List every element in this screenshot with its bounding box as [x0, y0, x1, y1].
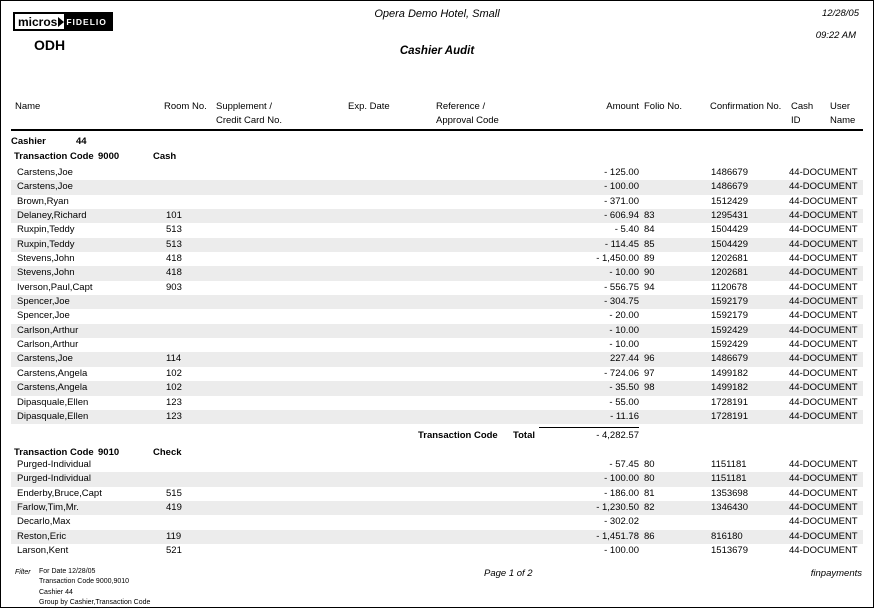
folio-number: 86 — [644, 530, 655, 542]
table-row — [11, 501, 863, 515]
confirmation-number: 816180 — [711, 530, 743, 542]
folio-number: 97 — [644, 367, 655, 379]
report-time: 09:22 AM — [815, 30, 856, 41]
total-label: Total — [513, 430, 535, 441]
amount: - 100.00 — [604, 181, 639, 193]
room-number: 123 — [166, 410, 182, 422]
guest-name: Spencer,Joe — [17, 310, 70, 322]
room-number: 101 — [166, 210, 182, 222]
room-number: 418 — [166, 253, 182, 265]
table-row — [11, 209, 863, 223]
table-row — [11, 367, 863, 381]
cash-id-user-name: 44-DOCUMENT — [789, 181, 858, 193]
room-number: 513 — [166, 224, 182, 236]
transaction-code-label: Transaction Code — [14, 447, 94, 458]
col-exp-date: Exp. Date — [348, 101, 390, 112]
amount: - 371.00 — [604, 195, 639, 207]
room-number: 521 — [166, 545, 182, 557]
transaction-code-name: Check — [153, 447, 182, 458]
cashier-label: Cashier — [11, 136, 46, 147]
logo-fidelio-text: FIDELIO — [64, 14, 111, 29]
confirmation-number: 1592179 — [711, 310, 748, 322]
transaction-rows-9010 — [11, 458, 863, 558]
col-cash-id: ID — [791, 115, 801, 126]
guest-name: Dipasquale,Ellen — [17, 396, 89, 408]
total-amount: - 4,282.57 — [539, 427, 639, 441]
room-number: 513 — [166, 238, 182, 250]
cash-id-user-name: 44-DOCUMENT — [789, 267, 858, 279]
amount: - 20.00 — [609, 310, 639, 322]
col-room: Room No. — [164, 101, 207, 112]
guest-name: Carlson,Arthur — [17, 339, 79, 351]
folio-number: 84 — [644, 224, 655, 236]
table-row — [11, 515, 863, 529]
transaction-code-label: Transaction Code — [14, 151, 94, 162]
confirmation-number: 1499182 — [711, 367, 748, 379]
guest-name: Iverson,Paul,Capt — [17, 281, 93, 293]
cash-id-user-name: 44-DOCUMENT — [789, 210, 858, 222]
col-amount: Amount — [606, 101, 639, 112]
table-row — [11, 252, 863, 266]
transaction-code-value: 9010 — [98, 447, 120, 458]
confirmation-number: 1513679 — [711, 545, 748, 557]
header-divider — [11, 129, 863, 131]
amount: - 5.40 — [614, 224, 639, 236]
confirmation-number: 1202681 — [711, 253, 748, 265]
cash-id-user-name: 44-DOCUMENT — [789, 167, 858, 178]
transaction-code-name: Cash — [153, 151, 177, 162]
confirmation-number: 1353698 — [711, 487, 748, 499]
folio-number: 80 — [644, 459, 655, 470]
folio-number: 83 — [644, 210, 655, 222]
table-row — [11, 166, 863, 180]
col-confirmation: Confirmation No. — [710, 101, 782, 112]
section-header-9000 — [1, 151, 874, 164]
guest-name: Farlow,Tim,Mr. — [17, 502, 79, 514]
confirmation-number: 1151181 — [711, 459, 747, 470]
confirmation-number: 1486679 — [711, 353, 748, 365]
guest-name: Reston,Eric — [17, 530, 67, 542]
amount: - 57.45 — [609, 459, 639, 470]
guest-name: Purged-Individual — [17, 473, 91, 485]
col-folio: Folio No. — [644, 101, 683, 112]
amount: - 114.45 — [604, 238, 639, 250]
amount: - 556.75 — [604, 281, 639, 293]
amount: - 100.00 — [604, 473, 639, 485]
guest-name: Spencer,Joe — [17, 296, 70, 308]
cash-id-user-name: 44-DOCUMENT — [789, 473, 858, 485]
guest-name: Stevens,John — [17, 253, 75, 265]
guest-name: Delaney,Richard — [17, 210, 87, 222]
table-row — [11, 238, 863, 252]
table-row — [11, 324, 863, 338]
room-number: 114 — [166, 353, 182, 365]
guest-name: Stevens,John — [17, 267, 75, 279]
amount: - 1,451.78 — [596, 530, 639, 542]
amount: - 186.00 — [604, 487, 639, 499]
guest-name: Dipasquale,Ellen — [17, 410, 89, 422]
confirmation-number: 1592179 — [711, 296, 748, 308]
confirmation-number: 1151181 — [711, 473, 747, 485]
folio-number: 96 — [644, 353, 655, 365]
amount: - 302.02 — [604, 516, 639, 528]
filter-line: Transaction Code 9000,9010 — [39, 578, 130, 586]
amount: - 10.00 — [609, 267, 639, 279]
filter-label: Filter — [15, 569, 31, 576]
room-number: 119 — [166, 530, 182, 542]
transaction-total-row — [1, 427, 874, 445]
guest-name: Carstens,Joe — [17, 181, 73, 193]
folio-number: 85 — [644, 238, 655, 250]
cash-id-user-name: 44-DOCUMENT — [789, 296, 858, 308]
confirmation-number: 1499182 — [711, 382, 748, 394]
room-number: 123 — [166, 396, 182, 408]
amount: - 1,450.00 — [596, 253, 639, 265]
filter-line: Cashier 44 — [39, 588, 73, 596]
cash-id-user-name: 44-DOCUMENT — [789, 410, 858, 422]
cash-id-user-name: 44-DOCUMENT — [789, 353, 858, 365]
room-number: 515 — [166, 487, 182, 499]
cash-id-user-name: 44-DOCUMENT — [789, 339, 858, 351]
room-number: 419 — [166, 502, 182, 514]
amount: - 10.00 — [609, 339, 639, 351]
room-number: 102 — [166, 367, 182, 379]
table-row — [11, 487, 863, 501]
cash-id-user-name: 44-DOCUMENT — [789, 324, 858, 336]
cashier-number: 44 — [76, 136, 87, 147]
report-date: 12/28/05 — [822, 8, 859, 19]
table-row — [11, 530, 863, 544]
amount: - 1,230.50 — [596, 502, 639, 514]
guest-name: Enderby,Bruce,Capt — [17, 487, 102, 499]
amount: - 100.00 — [604, 545, 639, 557]
filter-line: Group by Cashier,Transaction Code — [39, 598, 151, 606]
confirmation-number: 1295431 — [711, 210, 748, 222]
amount: - 11.16 — [610, 410, 639, 422]
col-user: User — [830, 101, 851, 112]
logo-micros-text: micros — [15, 14, 58, 29]
table-row — [11, 266, 863, 280]
amount: - 304.75 — [604, 296, 639, 308]
confirmation-number: 1486679 — [711, 167, 748, 178]
column-headers — [1, 101, 874, 131]
table-row — [11, 309, 863, 323]
cash-id-user-name: 44-DOCUMENT — [789, 530, 858, 542]
confirmation-number: 1486679 — [711, 181, 748, 193]
cash-id-user-name: 44-DOCUMENT — [789, 195, 858, 207]
col-name: Name — [15, 101, 41, 112]
guest-name: Ruxpin,Teddy — [17, 224, 75, 236]
cashier-group-header — [1, 136, 874, 149]
table-row — [11, 352, 863, 366]
col-cash: Cash — [791, 101, 814, 112]
cash-id-user-name: 44-DOCUMENT — [789, 224, 858, 236]
cash-id-user-name: 44-DOCUMENT — [789, 367, 858, 379]
hotel-name: Opera Demo Hotel, Small — [374, 8, 500, 20]
cash-id-user-name: 44-DOCUMENT — [789, 487, 858, 499]
col-credit-card: Credit Card No. — [216, 115, 282, 126]
confirmation-number: 1728191 — [711, 396, 748, 408]
amount: - 35.50 — [609, 382, 639, 394]
table-row — [11, 180, 863, 194]
filter-line: For Date 12/28/05 — [39, 568, 96, 575]
amount: - 724.06 — [604, 367, 639, 379]
guest-name: Decarlo,Max — [17, 516, 71, 528]
confirmation-number: 1202681 — [711, 267, 748, 279]
amount: - 55.00 — [609, 396, 639, 408]
room-number: 102 — [166, 382, 182, 394]
table-row — [11, 338, 863, 352]
guest-name: Larson,Kent — [17, 545, 69, 557]
folio-number: 90 — [644, 267, 655, 279]
col-reference: Reference / — [436, 101, 486, 112]
amount: - 10.00 — [609, 324, 639, 336]
filter-criteria — [39, 567, 150, 608]
cash-id-user-name: 44-DOCUMENT — [789, 545, 858, 557]
room-number: 418 — [166, 267, 182, 279]
transaction-code-value: 9000 — [98, 151, 120, 162]
cash-id-user-name: 44-DOCUMENT — [789, 310, 858, 322]
col-user-name: Name — [830, 115, 856, 126]
table-row — [11, 458, 863, 472]
folio-number: 82 — [644, 502, 655, 514]
folio-number: 98 — [644, 382, 655, 394]
table-row — [11, 295, 863, 309]
col-approval-code: Approval Code — [436, 115, 499, 126]
cash-id-user-name: 44-DOCUMENT — [789, 281, 858, 293]
guest-name: Carstens,Joe — [17, 167, 73, 178]
confirmation-number: 1120678 — [711, 281, 748, 293]
table-row — [11, 396, 863, 410]
amount: 227.44 — [609, 353, 639, 365]
folio-number: 80 — [644, 473, 655, 485]
cash-id-user-name: 44-DOCUMENT — [789, 238, 858, 250]
guest-name: Brown,Ryan — [17, 195, 69, 207]
table-row — [11, 472, 863, 486]
guest-name: Ruxpin,Teddy — [17, 238, 75, 250]
table-row — [11, 223, 863, 237]
confirmation-number: 1512429 — [711, 195, 748, 207]
cash-id-user-name: 44-DOCUMENT — [789, 459, 858, 470]
folio-number: 81 — [644, 487, 655, 499]
guest-name: Carlson,Arthur — [17, 324, 79, 336]
confirmation-number: 1504429 — [711, 224, 748, 236]
total-label-transaction-code: Transaction Code — [418, 430, 498, 441]
cash-id-user-name: 44-DOCUMENT — [789, 502, 858, 514]
guest-name: Carstens,Angela — [17, 367, 88, 379]
table-row — [11, 381, 863, 395]
confirmation-number: 1504429 — [711, 238, 748, 250]
transaction-rows-9000 — [11, 166, 863, 424]
cash-id-user-name: 44-DOCUMENT — [789, 516, 858, 528]
table-row — [11, 410, 863, 424]
page-number: Page 1 of 2 — [484, 568, 533, 579]
amount: - 125.00 — [604, 167, 639, 178]
col-supplement: Supplement / — [216, 101, 272, 112]
confirmation-number: 1592429 — [711, 324, 748, 336]
folio-number: 94 — [644, 281, 655, 293]
report-code: finpayments — [810, 568, 862, 579]
table-row — [11, 195, 863, 209]
guest-name: Carstens,Joe — [17, 353, 73, 365]
guest-name: Purged-Individual — [17, 459, 91, 470]
table-row — [11, 544, 863, 558]
room-number: 903 — [166, 281, 182, 293]
confirmation-number: 1346430 — [711, 502, 748, 514]
hotel-code: ODH — [34, 37, 66, 53]
cash-id-user-name: 44-DOCUMENT — [789, 396, 858, 408]
report-title: Cashier Audit — [399, 45, 475, 57]
table-row — [11, 281, 863, 295]
confirmation-number: 1592429 — [711, 339, 748, 351]
confirmation-number: 1728191 — [711, 410, 748, 422]
guest-name: Carstens,Angela — [17, 382, 88, 394]
folio-number: 89 — [644, 253, 655, 265]
amount: - 606.94 — [604, 210, 639, 222]
cash-id-user-name: 44-DOCUMENT — [789, 253, 858, 265]
cash-id-user-name: 44-DOCUMENT — [789, 382, 858, 394]
